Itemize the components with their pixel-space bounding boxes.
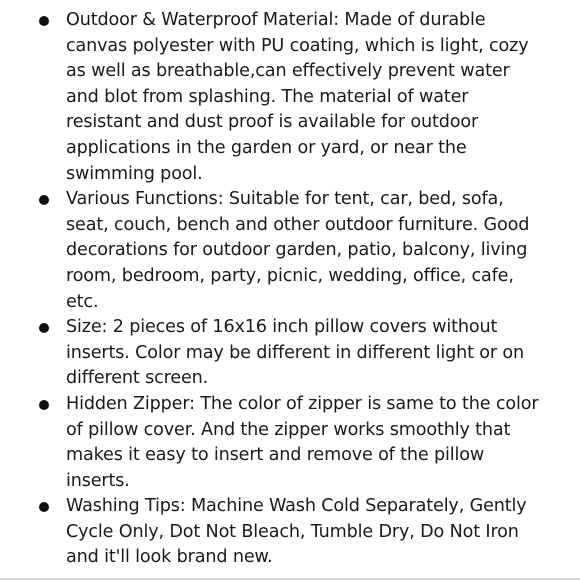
bullet-dot-icon: [39, 195, 49, 205]
feature-bullet-size: [0, 315, 580, 392]
feature-text: Various Functions: Suitable for tent, car, bed, sofa, seat, couch, bench and other outdoor furniture. Good decorations for outdoor garden, patio, balcony, living room, bedroom, party, picnic, wedding, office, cafe, etc.: [66, 189, 530, 312]
bullet-dot-icon: [39, 400, 49, 410]
bullet-dot-icon: [39, 323, 49, 333]
feature-bullet-functions: [0, 187, 580, 315]
bullet-dot-icon: [39, 502, 49, 512]
feature-bullet-material: [0, 8, 580, 187]
feature-text: Washing Tips: Machine Wash Cold Separately, Gently Cycle Only, Dot Not Bleach, Tumble Dry, Do Not Iron and it'll look brand new.: [66, 496, 527, 568]
product-feature-list: [0, 8, 580, 571]
bullet-dot-icon: [39, 16, 49, 26]
feature-text: Hidden Zipper: The color of zipper is same to the color of pillow cover. And the zipper works smoothly that makes it easy to insert and remove of the pillow inserts.: [66, 393, 539, 491]
feature-text: Outdoor & Waterproof Material: Made of durable canvas polyester with PU coating, which is light, cozy as well as breathable,can effectively prevent water and blot from splashing. The material of water resistant and dust proof is available for outdoor applications in the garden or yard, or near the swimming pool.: [66, 10, 529, 184]
feature-bullet-zipper: [0, 392, 580, 494]
feature-text: Size: 2 pieces of 16x16 inch pillow covers without inserts. Color may be different in different light or on different screen.: [66, 317, 525, 389]
feature-bullet-washing: [0, 494, 580, 571]
